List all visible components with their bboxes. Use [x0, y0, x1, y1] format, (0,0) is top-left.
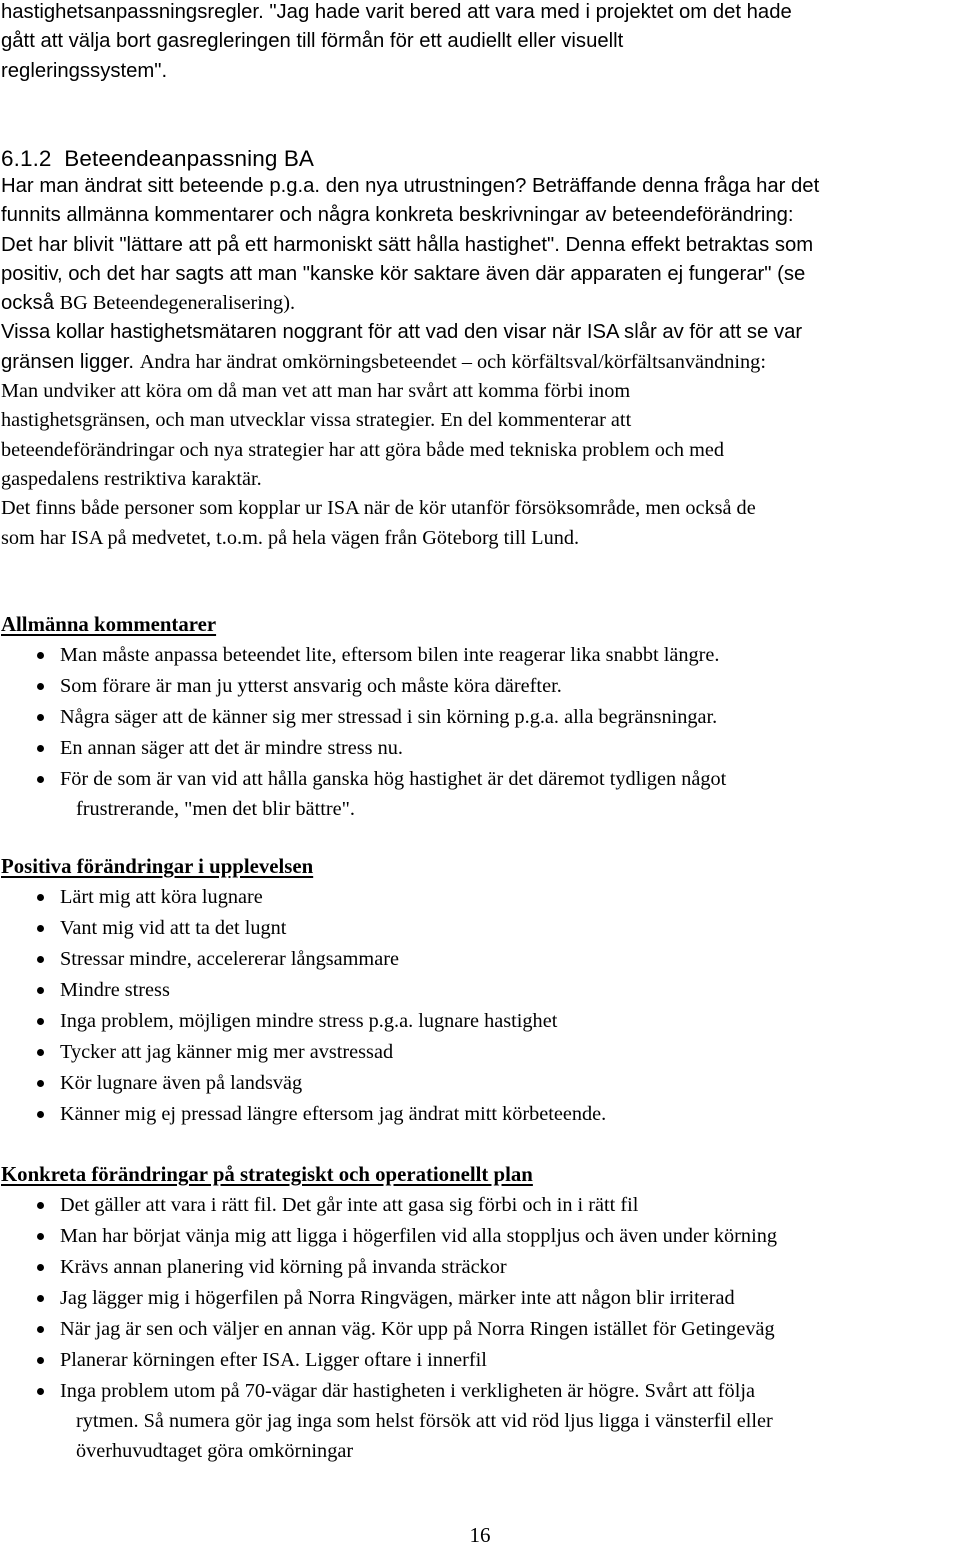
list-item — [0, 1376, 777, 1466]
text-segment: gränsen ligger. — [1, 350, 140, 373]
list-item — [0, 1037, 606, 1068]
bullet-list-general-comments — [0, 640, 726, 825]
text-segment: Har man ändrat sitt beteende p.g.a. den nya utrustningen? Beträffande denna fråga har det — [1, 175, 820, 197]
bullet-icon — [37, 894, 44, 901]
list-item — [0, 1283, 777, 1314]
text-segment: som har ISA på medvetet, t.o.m. på hela vägen från Göteborg till Lund. — [1, 526, 580, 549]
list-item-text: Det gäller att vara i rätt fil. Det går inte att gasa sig förbi och in i rätt fil — [60, 1194, 639, 1216]
text-line — [1, 494, 819, 523]
list-item-text: Jag lägger mig i högerfilen på Norra Ringvägen, märker inte att någon blir irriterad — [60, 1287, 735, 1309]
text-segment: beteendeförändringar och nya strategier har att göra både med tekniska problem och med — [1, 438, 725, 461]
list-item-text: Krävs annan planering vid körning på invanda sträckor — [60, 1256, 507, 1278]
list-item-text: En annan säger att det är mindre stress nu. — [60, 737, 403, 759]
page-number: 16 — [469, 1523, 491, 1547]
list-item — [0, 1221, 777, 1252]
text-segment: Man undviker att köra om då man vet att man har svårt att komma förbi inom — [1, 380, 631, 403]
list-item-text: Inga problem, möjligen mindre stress p.g.a. lugnare hastighet — [60, 1010, 558, 1032]
list-item — [0, 1345, 777, 1376]
list-item — [0, 671, 726, 702]
bullet-icon — [37, 956, 44, 963]
text-line — [1, 231, 819, 260]
bullet-icon — [37, 1388, 44, 1395]
list-item — [0, 1314, 777, 1345]
text-line — [1, 436, 819, 465]
bullet-icon — [37, 1018, 44, 1025]
list-item — [0, 1252, 777, 1283]
list-item — [0, 733, 726, 764]
section-heading: 6.1.2 Beteendeanpassning BA — [1, 146, 315, 171]
list-item-text: Man har börjat vänja mig att ligga i högerfilen vid alla stoppljus och även under körning — [60, 1225, 777, 1247]
bullet-icon — [37, 745, 44, 752]
list-item — [0, 882, 606, 913]
text-segment: Vissa kollar hastighetsmätaren noggrant för att vad den visar när ISA slår av för att se var — [1, 321, 803, 344]
section-title-concrete-changes: Konkreta förändringar på strategiskt och operationellt plan — [1, 1163, 533, 1186]
text-line — [1, 348, 819, 377]
text-line — [1, 289, 819, 318]
bullet-icon — [37, 987, 44, 994]
text-segment: positiv, och det har sagts att man "kanske kör saktare även där apparaten ej fungerar" (se — [1, 262, 806, 285]
bullet-icon — [37, 714, 44, 721]
list-item-text: Några säger att de känner sig mer stressad i sin körning p.g.a. alla begränsningar. — [60, 706, 718, 728]
list-item — [0, 1006, 606, 1037]
section-title-general-comments: Allmänna kommentarer — [1, 613, 217, 636]
body-paragraph — [1, 172, 819, 553]
bullet-icon — [37, 1264, 44, 1271]
bullet-icon — [37, 1326, 44, 1333]
list-item-text: Man måste anpassa beteendet lite, eftersom bilen inte reagerar lika snabbt längre. — [60, 644, 720, 666]
list-item — [0, 944, 606, 975]
text-segment: gaspedalens restriktiva karaktär. — [1, 467, 262, 490]
list-item-text: frustrerande, "men det blir bättre". — [76, 798, 355, 820]
bullet-icon — [37, 1080, 44, 1087]
list-item-text: Inga problem utom på 70-vägar där hastigheten i verkligheten är högre. Svårt att följa — [60, 1380, 755, 1402]
list-item-text: överhuvudtaget göra omkörningar — [76, 1439, 354, 1462]
bullet-icon — [37, 1049, 44, 1056]
text-line — [1, 201, 819, 230]
list-item — [0, 764, 726, 825]
list-item — [0, 975, 606, 1006]
list-item-text: Lärt mig att köra lugnare — [60, 886, 263, 908]
text-line — [1, 406, 819, 435]
bullet-icon — [37, 683, 44, 690]
intro-paragraph — [1, 0, 792, 86]
list-item-text: Stressar mindre, accelererar långsammare — [60, 948, 399, 970]
text-line — [1, 465, 819, 494]
list-item-text: Planerar körningen efter ISA. Ligger oftare i innerfil — [60, 1349, 487, 1371]
bullet-icon — [37, 1295, 44, 1302]
text-segment: hastighetsgränsen, och man utvecklar vissa strategier. En del kommenterar att — [1, 409, 632, 432]
bullet-icon — [37, 652, 44, 659]
list-item — [0, 702, 726, 733]
list-item-text: Vant mig vid att ta det lugnt — [60, 917, 287, 939]
list-item-text: När jag är sen och väljer en annan väg. Kör upp på Norra Ringen istället för Getingeväg — [60, 1318, 775, 1340]
text-line — [1, 260, 819, 289]
list-item — [0, 640, 726, 671]
list-item-text: rytmen. Så numera gör jag inga som helst försök att vid röd ljus ligga i vänsterfil eller — [76, 1410, 773, 1432]
text-line — [1, 524, 819, 553]
bullet-icon — [37, 1202, 44, 1209]
section-title-positive-changes: Positiva förändringar i upplevelsen — [1, 855, 314, 878]
text-line — [1, 377, 819, 406]
text-line: hastighetsanpassningsregler. "Jag hade varit bered att vara med i projektet om det hade — [1, 1, 792, 23]
text-line: regleringssystem". — [1, 59, 168, 82]
list-item-text: Som förare är man ju ytterst ansvarig och måste köra därefter. — [60, 675, 562, 697]
bullet-icon — [37, 1357, 44, 1364]
text-line — [1, 318, 819, 347]
bullet-list-positive-changes — [0, 882, 606, 1130]
text-line — [1, 172, 819, 201]
text-segment: BG Beteendegeneralisering). — [59, 292, 296, 315]
list-item-text: För de som är van vid att hålla ganska hög hastighet är det däremot tydligen något — [60, 768, 727, 790]
text-segment: också — [1, 292, 60, 315]
bullet-list-concrete-changes — [0, 1190, 777, 1466]
list-item — [0, 1099, 606, 1130]
list-item — [0, 913, 606, 944]
text-segment: funnits allmänna kommentarer och några konkreta beskrivningar av beteendeförändring: — [1, 204, 794, 227]
bullet-icon — [37, 776, 44, 783]
list-item-text: Känner mig ej pressad längre eftersom jag ändrat mitt körbeteende. — [60, 1103, 607, 1125]
text-segment: Andra har ändrat omkörningsbeteendet – och körfältsval/körfältsanvändning: — [139, 350, 766, 373]
text-segment: Det har blivit "lättare att på ett harmoniskt sätt hålla hastighet". Denna effekt betraktas som — [1, 233, 814, 256]
text-line: gått att välja bort gasregleringen till förmån för ett audiellt eller visuellt — [1, 30, 624, 53]
bullet-icon — [37, 925, 44, 932]
list-item-text: Kör lugnare även på landsväg — [60, 1072, 303, 1094]
text-segment: Det finns både personer som kopplar ur ISA när de kör utanför försöksområde, men också de — [1, 497, 756, 520]
list-item — [0, 1068, 606, 1099]
list-item-text: Mindre stress — [60, 979, 170, 1001]
list-item — [0, 1190, 777, 1221]
list-item-text: Tycker att jag känner mig mer avstressad — [60, 1041, 394, 1063]
bullet-icon — [37, 1111, 44, 1118]
bullet-icon — [37, 1233, 44, 1240]
